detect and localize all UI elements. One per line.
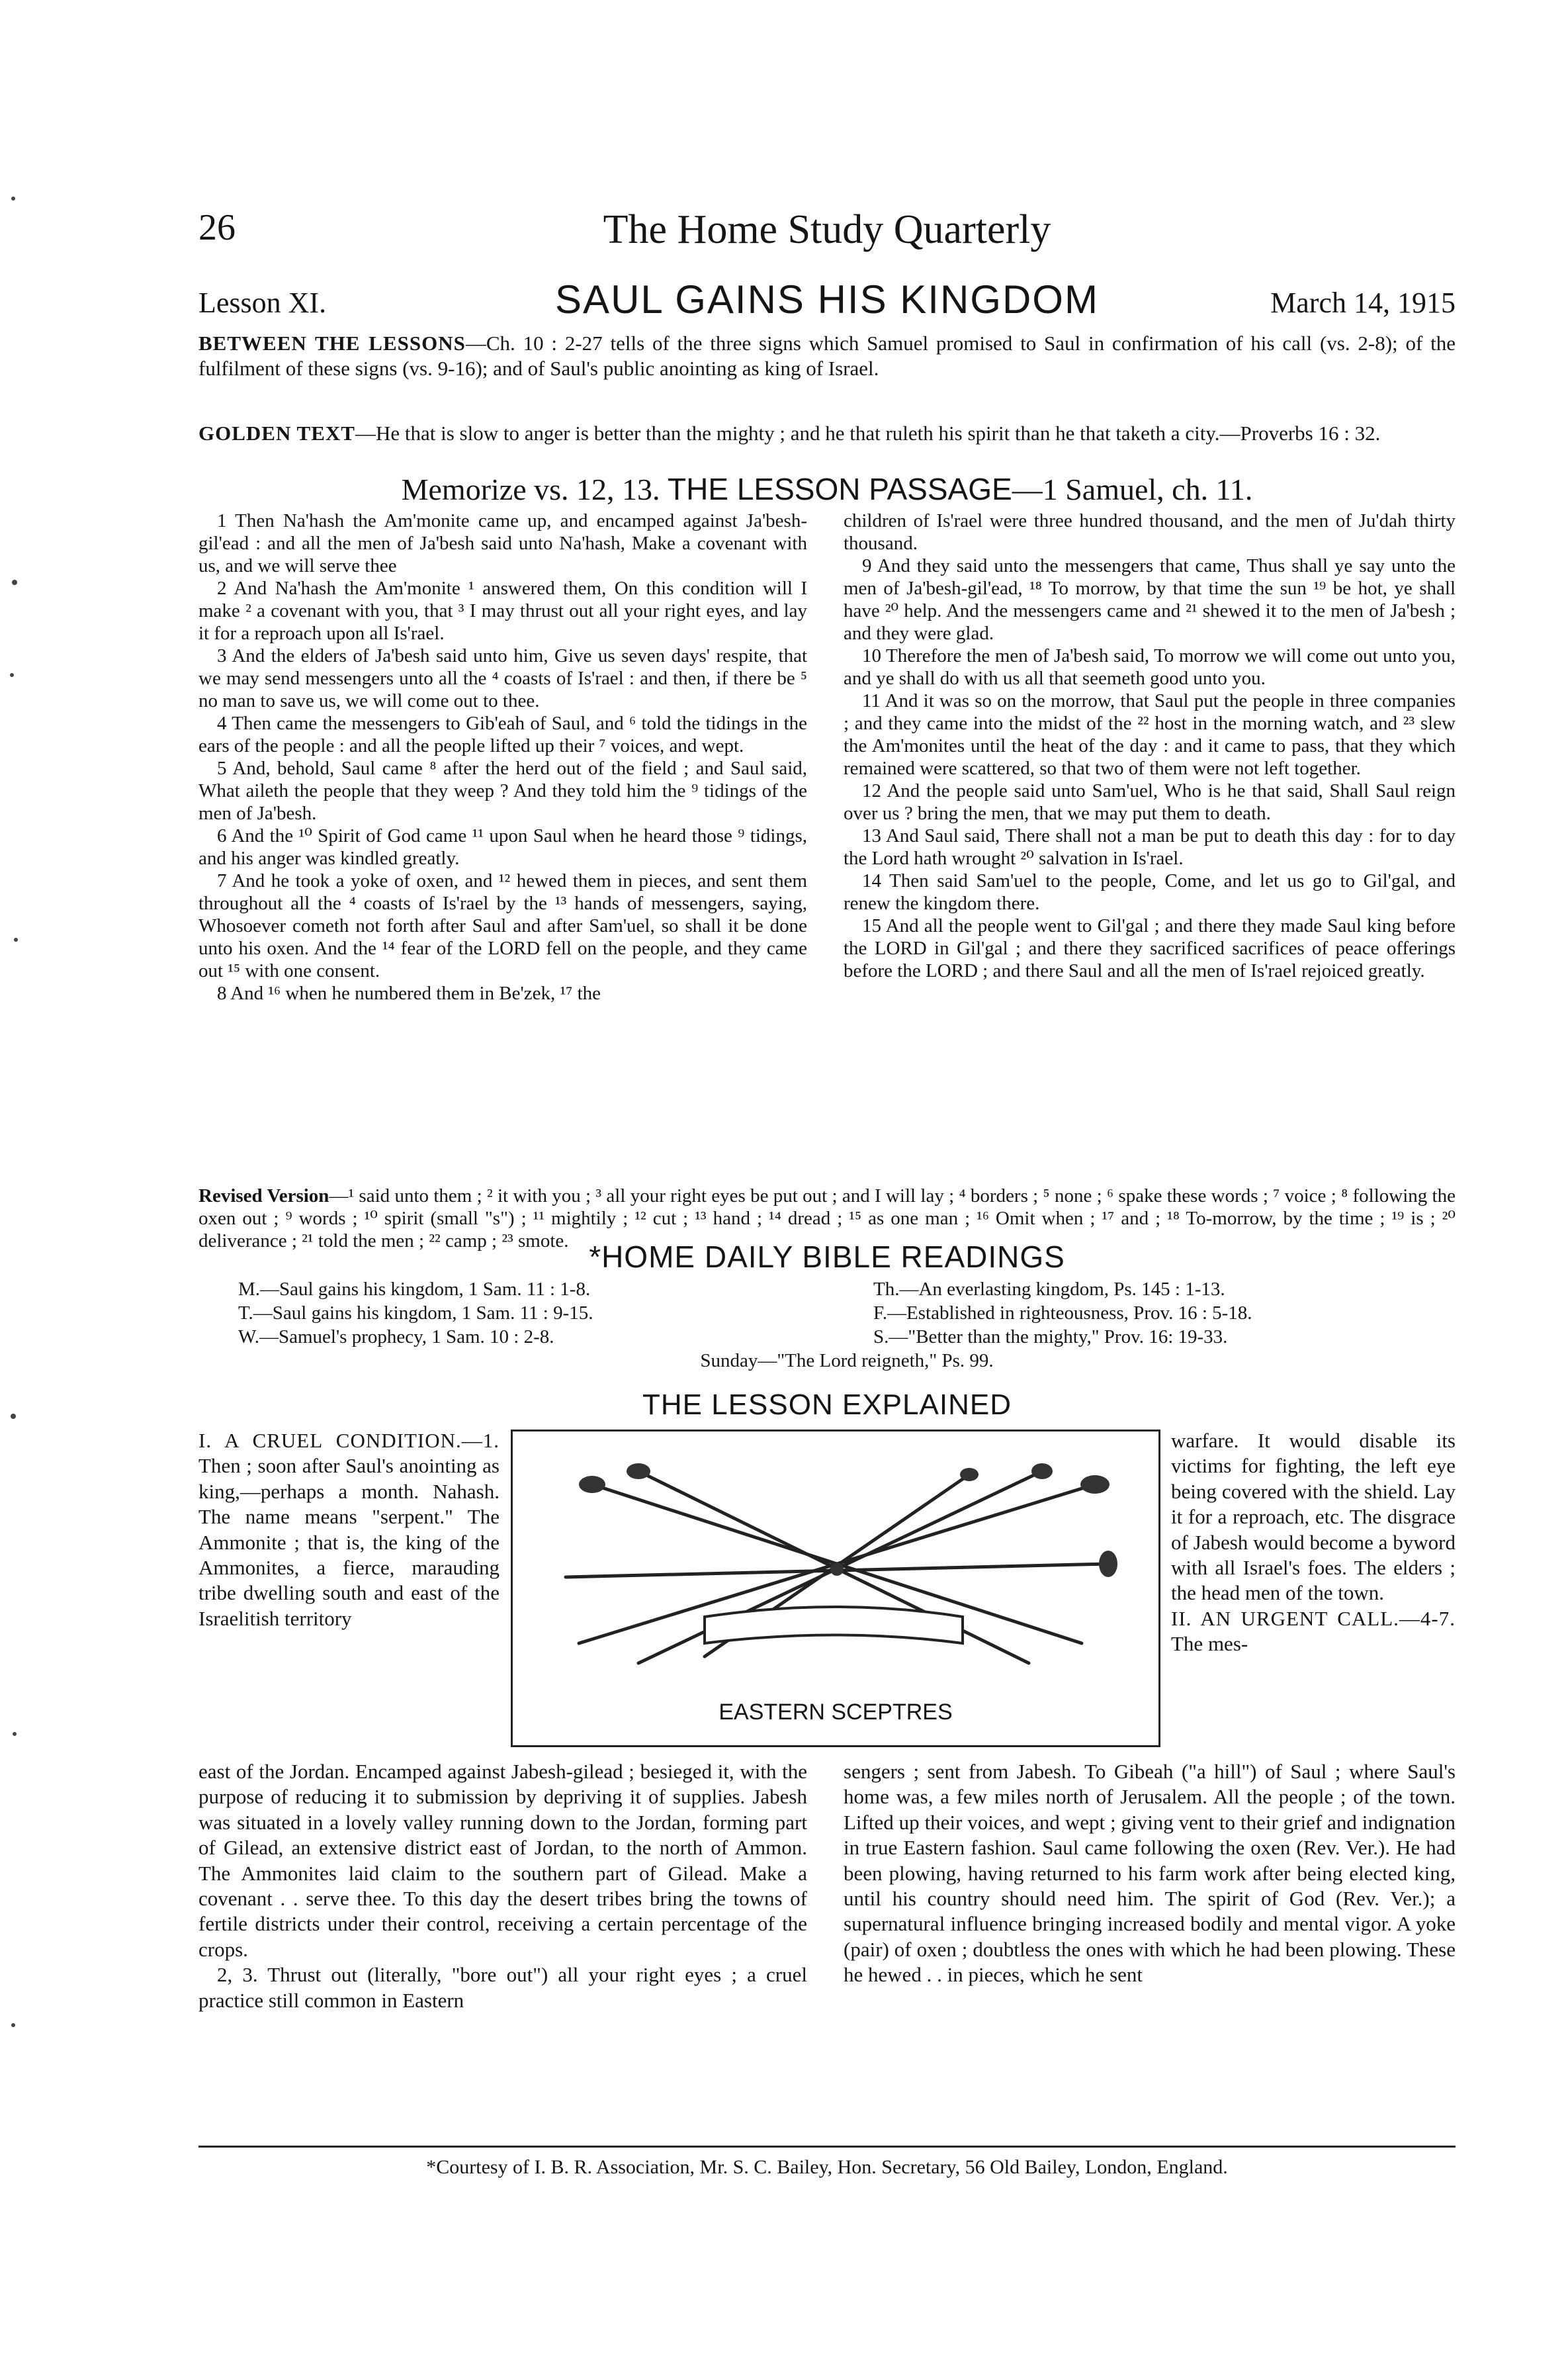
reading-saturday: S.—"Better than the mighty," Prov. 16: 19-33. [873,1326,1228,1347]
explained-paragraph: east of the Jordan. Encamped against Jabesh-gilead ; besieged it, with the purpose of reducing it to submission by depriving it of supplies. Jabesh was situated in a lovely valley running down to the Jordan, forming part of Gilead, an extensive district east of Jordan, to the north of Ammon. The Ammonites laid claim to the southern part of Gilead. Make a covenant . . serve thee. To this day the desert tribes bring the towns of fertile districts under their control, receiving a certain percentage of the crops. [198,1760,807,1961]
between-the-lessons [198,331,1456,381]
verse: 14 Then said Sam'uel to the people, Come, and let us go to Gil'gal, and renew the kingdom there. [844,870,1456,914]
lesson-explained-heading: THE LESSON EXPLAINED [642,1388,1012,1421]
lesson-header [198,277,1456,330]
section-heading: II. AN URGENT CALL.—4-7. [1171,1606,1456,1630]
section-heading: I. A CRUEL CONDITION.—1. [198,1429,500,1452]
reading-friday: F.—Established in righteousness, Prov. 16 : 5-18. [873,1302,1252,1324]
reading-wednesday: W.—Samuel's prophecy, 1 Sam. 10 : 2-8. [238,1326,554,1347]
explained-paragraph: 2, 3. Thrust out (literally, "bore out") all your right eyes ; a cruel practice still common in Eastern [198,1963,807,2012]
page-number: 26 [198,207,236,248]
explained-right-narrow [1171,1428,1456,1657]
verse: 9 And they said unto the messengers that came, Thus shall ye say unto the men of Ja'besh-gil'ead, ¹⁸ To morrow, by that time the sun ¹⁹ be hot, ye shall have ²⁰ help. And the messengers came and ²¹ shewed it to the men of Ja'besh ; and they were glad. [844,555,1456,644]
passage-right-column [844,510,1456,982]
verse: 1 Then Na'hash the Am'monite came up, and encamped against Ja'besh-gil'ead : and all the men of Ja'besh said unto Na'hash, Make a covenant with us, and we will serve thee [198,510,807,576]
golden-text-body: —He that is slow to anger is better than the mighty ; and he that ruleth his spirit than he that taketh a city.—Proverbs 16 : 32. [355,422,1381,445]
reading-monday: M.—Saul gains his kingdom, 1 Sam. 11 : 1-8. [238,1279,591,1300]
between-text: —Ch. 10 : 2-27 tells of the three signs which Samuel promised to Saul in confirmation of his call (vs. 2-8); of the fulfilment of these signs (vs. 9-16); and of Saul's public anointing as king of Israel. [198,332,1456,380]
verse: 10 Therefore the men of Ja'besh said, To morrow we will come out unto you, and ye shall do with us all that seemeth good unto you. [844,645,1456,689]
eastern-sceptres-figure [511,1430,1160,1747]
verse: 13 And Saul said, There shall not a man be put to death this day : for to day the Lord hath wrought ²⁰ salvation in Is'rael. [844,825,1456,869]
revised-text: —¹ said unto them ; ² it with you ; ³ all your right eyes be put out ; and I will lay ; ⁴ borders ; ⁵ none ; ⁶ spake these words ; ⁷ voice ; ⁸ following the oxen out ; ⁹ words ; ¹⁰ spirit (small "s") ; ¹¹ mightily ; ¹² cut ; ¹³ hand ; ¹⁴ dread ; ¹⁵ as one man ; ¹⁶ Omit when ; ¹⁷ and ; ¹⁸ To-morrow, by the time ; ¹⁹ is ; ²⁰ deliverance ; ²¹ told the men ; ²² camp ; ²³ smote. [198,1185,1456,1251]
passage-left-column [198,510,807,1005]
verse: 15 And all the people went to Gil'gal ; and there they made Saul king before the LORD in Gil'gal ; and there they sacrificed sacrifices of peace offerings before the LORD ; and there Saul and all the men of Is'rael rejoiced greatly. [844,915,1456,981]
verse: 4 Then came the messengers to Gib'eah of Saul, and ⁶ told the tidings in the ears of the people : and all the people lifted up their ⁷ voices, and wept. [198,713,807,756]
readings-heading: *HOME DAILY BIBLE READINGS [589,1240,1065,1274]
verse: 11 And it was so on the morrow, that Saul put the people in three companies ; and they came into the midst of the ²² host in the morning watch, and ²³ slew the Am'monites until the heat of the day : and it came to pass, that they which remained were scattered, so that two of them were not left together. [844,690,1456,779]
sceptres-illustration [539,1445,1135,1683]
between-label: BETWEEN THE LESSONS [198,332,466,355]
footnote-divider [198,2146,1456,2148]
verse: 2 And Na'hash the Am'monite ¹ answered them, On this condition will I make ² a covenant with you, that ³ I may thrust out all your right eyes, and lay it for a reproach upon all Is'rael. [198,578,807,644]
reading-sunday: Sunday—"The Lord reigneth," Ps. 99. [700,1350,994,1371]
passage-reference: —1 Samuel, ch. 11. [1012,473,1253,506]
verse: 7 And he took a yoke of oxen, and ¹² hewed them in pieces, and sent them throughout all the ⁴ coasts of Is'rael by the ¹³ hands of messengers, saying, Whosoever cometh not forth after Saul and after Sam'uel, so shall it be done unto his oxen. And the ¹⁴ fear of the LORD fell on the people, and they came out ¹⁵ with one consent. [198,870,807,981]
explained-left-wide [198,1759,807,2013]
golden-text [198,421,1456,446]
verse: 8 And ¹⁶ when he numbered them in Be'zek, ¹⁷ the [217,983,601,1004]
verse: children of Is'rael were three hundred thousand, and the men of Ju'dah thirty thousand. [844,510,1456,554]
verse: 3 And the elders of Ja'besh said unto him, Give us seven days' respite, that we may send messengers unto all the ⁴ coasts of Is'rael : and then, if there be ⁵ no man to save us, we will come out to thee. [198,645,807,711]
margin-specks [0,0,40,2362]
explained-left-narrow [198,1428,500,1631]
explained-text: warfare. It would disable its victims for fighting, the left eye being covered with the shield. Lay it for a reproach, etc. The disgrace of Jabesh would become a byword with all Israel's foes. The elders ; the head men of the town. [1171,1429,1456,1605]
explained-text: The mes- [1171,1632,1248,1656]
figure-caption: EASTERN SCEPTRES [719,1700,953,1725]
verse: 6 And the ¹⁰ Spirit of God came ¹¹ upon Saul when he heard those ⁹ tidings, and his anger was kindled greatly. [198,825,807,869]
golden-label: GOLDEN TEXT [198,422,355,445]
lesson-title: SAUL GAINS HIS KINGDOM [555,277,1099,322]
revised-label: Revised Version [198,1185,329,1206]
explained-right-wide: sengers ; sent from Jabesh. To Gibeah ("a hill") of Saul ; where Saul's home was, a few miles north of Jerusalem. All the people ; of the town. Lifted up their voices, and wept ; giving vent to their grief and indignation in true Eastern fashion. Saul came following the oxen (Rev. Ver.). He had been plowing, having returned to his farm work after being elected king, until his country should need him. The spirit of God (Rev. Ver.); a supernatural influence bringing increased bodily and mental vigor. A yoke (pair) of oxen ; doubtless the ones with which he had been plowing. These he hewed . . in pieces, which he sent [844,1760,1456,1987]
lesson-date: March 14, 1915 [1270,287,1456,319]
running-head [198,206,1456,259]
passage-heading-text: THE LESSON PASSAGE [668,472,1012,506]
lesson-passage-heading [198,471,1456,507]
verse: 5 And, behold, Saul came ⁸ after the herd out of the field ; and Saul said, What aileth the people that they weep ? And they told him the ⁹ tidings of the men of Ja'besh. [198,758,807,824]
reading-tuesday: T.—Saul gains his kingdom, 1 Sam. 11 : 9-15. [238,1302,593,1324]
lesson-number: Lesson XI. [198,287,327,319]
reading-thursday: Th.—An everlasting kingdom, Ps. 145 : 1-13. [873,1279,1225,1300]
verse: 12 And the people said unto Sam'uel, Who is he that said, Shall Saul reign over us ? bring the men, that we may put them to death. [844,780,1456,824]
explained-text: Then ; soon after Saul's anointing as king,—perhaps a month. Nahash. The name means "serpent." The Ammonite ; that is, the king of the Ammonites, a fierce, marauding tribe dwelling south and east of the Israelitish territory [198,1454,500,1630]
memorize-note: Memorize vs. 12, 13. [401,473,660,506]
footnote: *Courtesy of I. B. R. Association, Mr. S. C. Bailey, Hon. Secretary, 56 Old Bailey, London, England. [426,2156,1228,2178]
running-title: The Home Study Quarterly [603,207,1051,252]
